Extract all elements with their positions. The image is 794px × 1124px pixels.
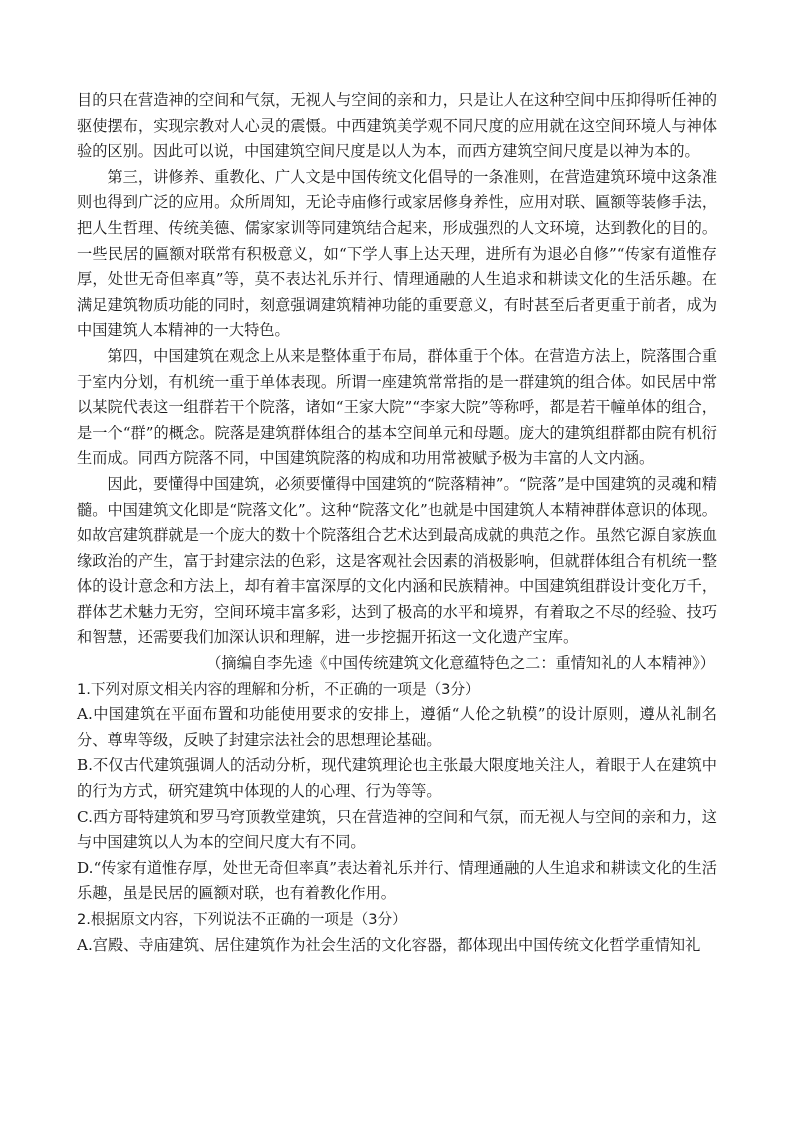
document-page	[77, 88, 717, 958]
article-paragraph-3: 第四，中国建筑在观念上从来是整体重于布局，群体重于个体。在营造方法上，院落围合重于室内分划，有机统一重于单体表现。所谓一座建筑常常指的是一群建筑的组合体。如民居中常以某院代表这一组群若干个院落，诸如“王家大院”“李家大院”等称呼，都是若干幢单体的组合，是一个“群”的概念。院落是建筑群体组合的基本空间单元和母题。庞大的建筑组群都由院有机衍生而成。同西方院落不同，中国建筑院落的构成和功用常被赋予极为丰富的人文内涵。	[77, 346, 717, 468]
article-source: （摘编自李先逵《中国传统建筑文化意蕴特色之二：重情知礼的人本精神》）	[206, 654, 715, 673]
question-1-option-d: D.“传家有道惟存厚，处世无奇但率真”表达着礼乐并行、情理通融的人生追求和耕读文化的生活乐趣，虽是民居的匾额对联，也有着教化作用。	[77, 858, 717, 903]
question-2-stem: 2.根据原文内容，下列说法不正确的一项是（3分）	[77, 911, 407, 928]
question-1-option-b: B.不仅古代建筑强调人的活动分析，现代建筑理论也主张最大限度地关注人，着眼于人在建筑中的行为方式，研究建筑中体现的人的心理、行为等等。	[77, 756, 717, 801]
question-1-option-c: C.西方哥特建筑和罗马穹顶教堂建筑，只在营造神的空间和气氛，而无视人与空间的亲和力，这与中国建筑以人为本的空间尺度大有不同。	[77, 807, 717, 852]
article-paragraph-1: 目的只在营造神的空间和气氛，无视人与空间的亲和力，只是让人在这种空间中压抑得听任神的驱使摆布，实现宗教对人心灵的震慑。中西建筑美学观不同尺度的应用就在这空间环境人与神体验的区别。因此可以说，中国建筑空间尺度是以人为本，而西方建筑空间尺度是以神为本的。	[77, 91, 717, 161]
question-1-stem: 1.下列对原文相关内容的理解和分析，不正确的一项是（3分）	[77, 680, 480, 698]
question-1-option-a: A.中国建筑在平面布置和功能使用要求的安排上，遵循“人伦之轨模”的设计原则，遵从礼制名分、尊卑等级，反映了封建宗法社会的思想理论基础。	[77, 705, 717, 749]
article-paragraph-4: 因此，要懂得中国建筑，必须要懂得中国建筑的“院落精神”。“院落”是中国建筑的灵魂和精髓。中国建筑文化即是“院落文化”。这种“院落文化”也就是中国建筑人本精神群体意识的体现。如故宫建筑群就是一个庞大的数十个院落组合艺术达到最高成就的典范之作。虽然它源自家族血缘政治的产生，富于封建宗法的色彩，这是客观社会因素的消极影响，但就群体组合有机统一整体的设计意念和方法上，却有着丰富深厚的文化内涵和民族精神。中国建筑组群设计变化万千，群体艺术魅力无穷，空间环境丰富多彩，达到了极高的水平和境界，有着取之不尽的经验、技巧和智慧，还需要我们加深认识和理解，进一步挖掘开拓这一文化遗产宝库。	[77, 474, 717, 647]
article-paragraph-2: 第三，讲修养、重教化、广人文是中国传统文化倡导的一条准则，在营造建筑环境中这条准则也得到广泛的应用。众所周知，无论寺庙修行或家居修身养性，应用对联、匾额等装修手法，把人生哲理、传统美德、儒家家训等同建筑结合起来，形成强烈的人文环境，达到教化的目的。一些民居的匾额对联常有积极意义，如“下学人事上达天理，进所有为退必自修”“传家有道惟存厚，处世无奇但率真”等，莫不表达礼乐并行、情理通融的人生追求和耕读文化的生活乐趣。在满足建筑物质功能的同时，刻意强调建筑精神功能的重要意义，有时甚至后者更重于前者，成为中国建筑人本精神的一大特色。	[77, 167, 717, 340]
question-2-option-a: A.宫殿、寺庙建筑、居住建筑作为社会生活的文化容器，都体现出中国传统文化哲学重情知礼	[77, 935, 701, 954]
